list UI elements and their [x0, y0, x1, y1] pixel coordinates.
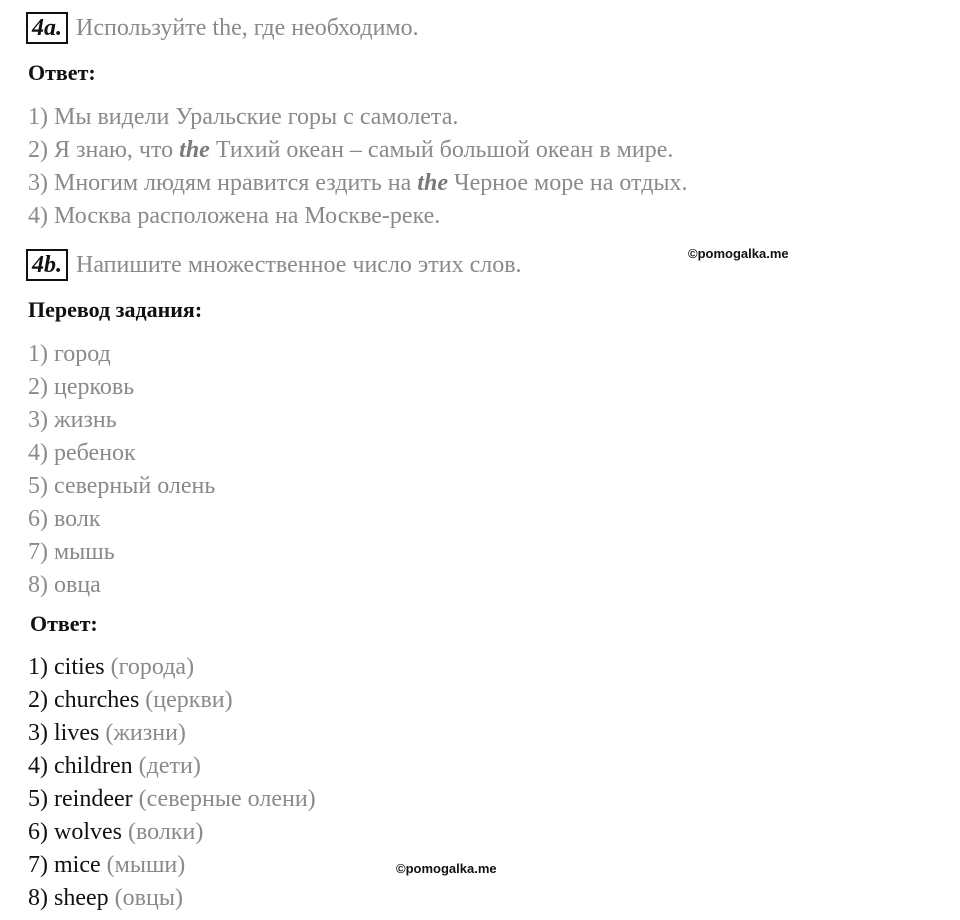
- answer-line: 3) Многим людям нравится ездить на the Черное море на отдых.: [28, 170, 688, 196]
- answer-line: 5) reindeer (северные олени): [28, 786, 316, 812]
- plural-form: reindeer: [54, 786, 133, 812]
- answer-line: 1) cities (города): [28, 654, 195, 680]
- translation: (овцы): [108, 885, 183, 911]
- plural-form: lives: [54, 720, 100, 746]
- task-4b-instruction: Напишите множественное число этих слов.: [76, 251, 522, 278]
- answer-line: 6) wolves (волки): [28, 819, 204, 845]
- list-item: 2) церковь: [28, 374, 135, 400]
- task-4a-instruction: Используйте the, где необходимо.: [76, 14, 419, 41]
- answer-line: 3) lives (жизни): [28, 720, 186, 746]
- task-4b-header: [26, 247, 522, 283]
- task-4a-header: [26, 10, 419, 46]
- answer-line: 7) mice (мыши): [28, 852, 186, 878]
- article-the: the: [179, 137, 210, 163]
- task-number-4b: 4b.: [26, 249, 68, 281]
- plural-form: children: [54, 753, 133, 779]
- list-item: 8) овца: [28, 572, 101, 598]
- watermark: ©pomogalka.me: [396, 861, 497, 876]
- plural-form: churches: [54, 687, 140, 713]
- translation-heading: Перевод задания:: [28, 297, 203, 322]
- list-item: 6) волк: [28, 506, 101, 532]
- task-4b-word-list: [28, 338, 215, 602]
- answer-line: 8) sheep (овцы): [28, 885, 183, 911]
- translation: (церкви): [139, 687, 233, 713]
- plural-form: sheep: [54, 885, 109, 911]
- list-item: 7) мышь: [28, 539, 115, 565]
- translation: (северные олени): [132, 786, 316, 812]
- answer-line: 2) Я знаю, что the Тихий океан – самый большой океан в мире.: [28, 137, 674, 163]
- translation: (мыши): [100, 852, 186, 878]
- plural-form: wolves: [54, 819, 122, 845]
- plural-form: mice: [54, 852, 101, 878]
- task-4a-answer-list: [28, 101, 688, 233]
- list-item: 3) жизнь: [28, 407, 117, 433]
- translation: (дети): [132, 753, 201, 779]
- list-item: 1) город: [28, 341, 111, 367]
- translation: (города): [104, 654, 195, 680]
- article-the: the: [417, 170, 448, 196]
- list-item: 5) северный олень: [28, 473, 216, 499]
- list-item: 4) ребенок: [28, 440, 136, 466]
- task-4b-answer-list: [28, 651, 316, 915]
- plural-form: cities: [54, 654, 105, 680]
- answer-line: 1) Мы видели Уральские горы с самолета.: [28, 104, 459, 130]
- translation: (волки): [122, 819, 204, 845]
- translation: (жизни): [99, 720, 186, 746]
- answer-line: 4) children (дети): [28, 753, 201, 779]
- answer-line: 2) churches (церкви): [28, 687, 233, 713]
- answer-heading-4a: Ответ:: [28, 60, 96, 85]
- watermark: ©pomogalka.me: [688, 246, 789, 261]
- answer-heading-4b: Ответ:: [30, 611, 98, 636]
- answer-line: 4) Москва расположена на Москве-реке.: [28, 203, 441, 229]
- task-number-4a: 4a.: [26, 12, 68, 44]
